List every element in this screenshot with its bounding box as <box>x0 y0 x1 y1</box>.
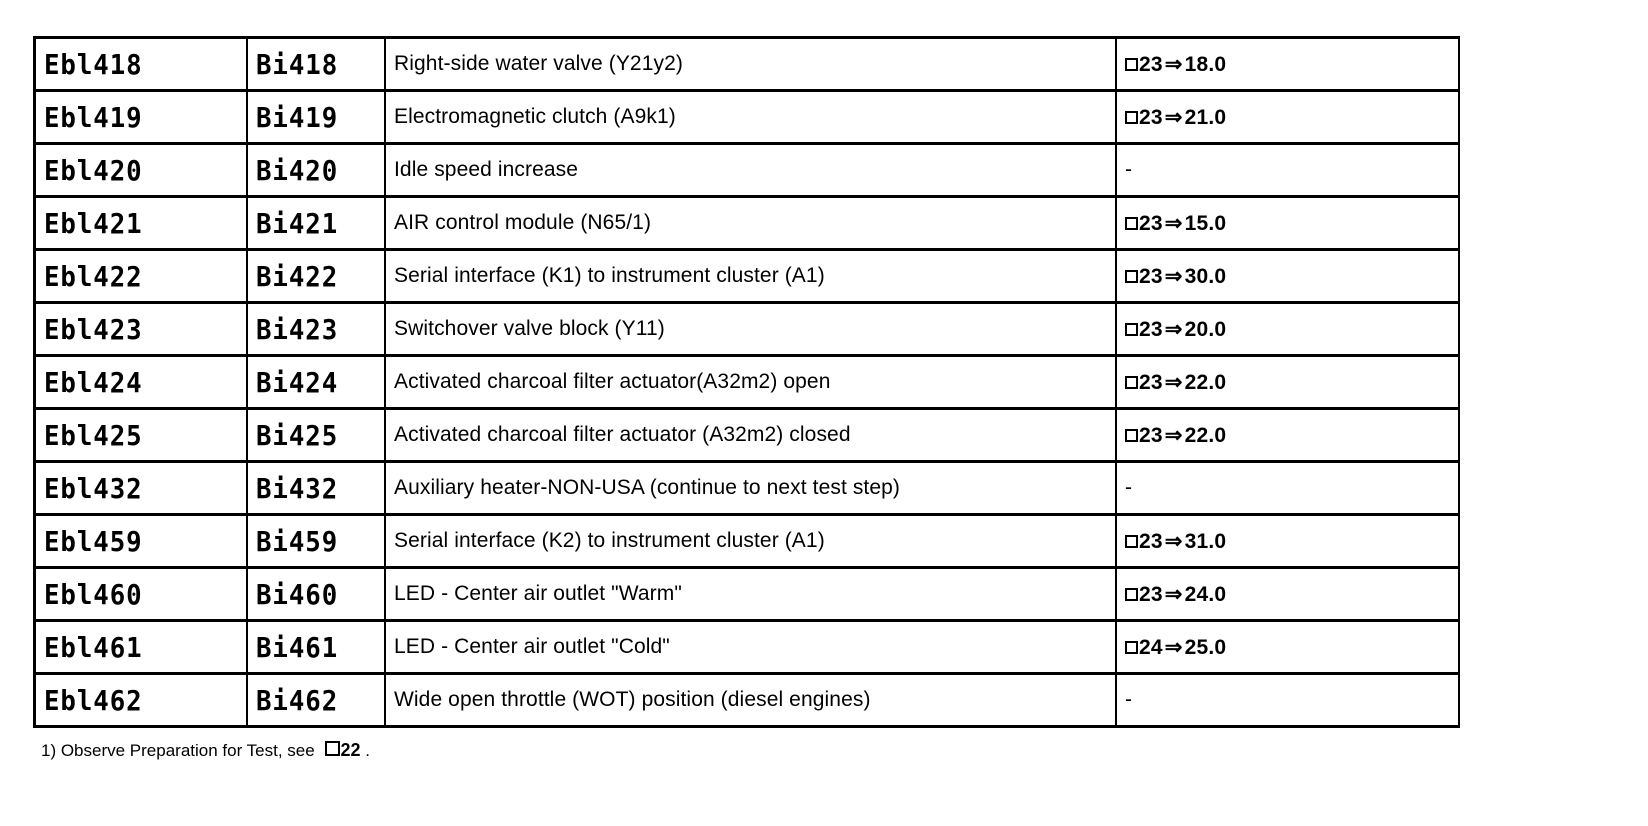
page-ref-box-icon <box>1125 641 1138 654</box>
code2-value: Bi420 <box>256 153 339 187</box>
description-cell <box>385 409 1116 462</box>
table-row <box>35 356 1460 409</box>
code2-value: Bi423 <box>256 312 339 346</box>
ref-value: 25.0 <box>1184 635 1227 659</box>
description-cell <box>385 144 1116 197</box>
table-row <box>35 91 1460 144</box>
code2-value: Bi461 <box>256 630 339 664</box>
description-text: LED - Center air outlet "Warm" <box>394 582 682 605</box>
ref-page: 23 <box>1139 211 1163 235</box>
reference-cell <box>1116 91 1459 144</box>
ref-page: 23 <box>1139 105 1163 129</box>
code2-value: Bi419 <box>256 100 339 134</box>
page-reference-link[interactable] <box>1125 318 1226 341</box>
arrow-right-icon: ⇒ <box>1164 423 1183 447</box>
ref-value: 20.0 <box>1184 317 1227 341</box>
code2-cell <box>247 462 385 515</box>
code1-value: Ebl459 <box>44 524 143 558</box>
reference-cell <box>1116 38 1459 91</box>
description-text: Wide open throttle (WOT) position (diesel engines) <box>394 688 871 711</box>
code1-cell <box>35 144 248 197</box>
code2-cell <box>247 197 385 250</box>
table-row <box>35 409 1460 462</box>
code2-cell <box>247 250 385 303</box>
footnote-suffix: . <box>360 741 370 760</box>
reference-cell <box>1116 144 1459 197</box>
table-row <box>35 674 1460 727</box>
code2-cell <box>247 38 385 91</box>
no-reference: - <box>1125 476 1132 499</box>
table-row <box>35 568 1460 621</box>
code1-cell <box>35 621 248 674</box>
table-row <box>35 144 1460 197</box>
table-body <box>35 38 1460 727</box>
code2-cell <box>247 515 385 568</box>
reference-cell <box>1116 568 1459 621</box>
page-ref-box-icon <box>1125 58 1138 71</box>
code1-value: Ebl432 <box>44 471 143 505</box>
reference-cell <box>1116 462 1459 515</box>
arrow-right-icon: ⇒ <box>1164 370 1183 394</box>
reference-cell <box>1116 674 1459 727</box>
page-ref-box-icon <box>1125 270 1138 283</box>
description-cell <box>385 38 1116 91</box>
arrow-right-icon: ⇒ <box>1164 211 1183 235</box>
code1-value: Ebl421 <box>44 206 143 240</box>
footnote <box>41 740 370 761</box>
description-cell <box>385 621 1116 674</box>
page-reference-link[interactable] <box>1125 106 1226 129</box>
arrow-right-icon: ⇒ <box>1164 52 1183 76</box>
description-cell <box>385 356 1116 409</box>
page-reference-link[interactable] <box>1125 583 1226 606</box>
arrow-right-icon: ⇒ <box>1164 582 1183 606</box>
code2-cell <box>247 674 385 727</box>
code2-value: Bi418 <box>256 47 339 81</box>
ref-page: 23 <box>1139 264 1163 288</box>
code1-value: Ebl423 <box>44 312 143 346</box>
code1-cell <box>35 462 248 515</box>
ref-value: 22.0 <box>1184 370 1227 394</box>
code2-cell <box>247 621 385 674</box>
page-ref-box-icon <box>1125 588 1138 601</box>
arrow-right-icon: ⇒ <box>1164 264 1183 288</box>
code2-value: Bi424 <box>256 365 339 399</box>
page-ref-box-icon <box>1125 217 1138 230</box>
page-ref-box-icon <box>1125 323 1138 336</box>
ref-page: 23 <box>1139 52 1163 76</box>
no-reference: - <box>1125 688 1132 711</box>
table-row <box>35 303 1460 356</box>
code2-cell <box>247 303 385 356</box>
ref-page: 23 <box>1139 529 1163 553</box>
reference-cell <box>1116 356 1459 409</box>
page-ref-box-icon <box>325 741 340 756</box>
reference-cell <box>1116 515 1459 568</box>
code2-value: Bi422 <box>256 259 339 293</box>
description-text: Serial interface (K1) to instrument cluster (A1) <box>394 264 825 287</box>
code1-value: Ebl422 <box>44 259 143 293</box>
code1-cell <box>35 197 248 250</box>
code1-value: Ebl425 <box>44 418 143 452</box>
code1-value: Ebl419 <box>44 100 143 134</box>
page-ref-box-icon <box>1125 535 1138 548</box>
table-row <box>35 250 1460 303</box>
code2-cell <box>247 144 385 197</box>
code1-cell <box>35 674 248 727</box>
code1-cell <box>35 568 248 621</box>
description-text: Serial interface (K2) to instrument cluster (A1) <box>394 529 825 552</box>
description-text: LED - Center air outlet "Cold" <box>394 635 670 658</box>
page-reference-link[interactable] <box>1125 530 1226 553</box>
table-row <box>35 38 1460 91</box>
footnote-ref-page[interactable]: 22 <box>340 740 361 760</box>
code1-value: Ebl461 <box>44 630 143 664</box>
code2-value: Bi421 <box>256 206 339 240</box>
ref-page: 23 <box>1139 582 1163 606</box>
code2-cell <box>247 409 385 462</box>
footnote-text: 1) Observe Preparation for Test, see <box>41 741 320 760</box>
page-reference-link[interactable] <box>1125 53 1226 76</box>
code2-value: Bi432 <box>256 471 339 505</box>
code1-cell <box>35 91 248 144</box>
description-text: Electromagnetic clutch (A9k1) <box>394 105 676 128</box>
description-cell <box>385 197 1116 250</box>
code1-cell <box>35 250 248 303</box>
page-ref-box-icon <box>1125 111 1138 124</box>
table-row <box>35 462 1460 515</box>
code1-cell <box>35 409 248 462</box>
ref-page: 23 <box>1139 370 1163 394</box>
description-text: Auxiliary heater-NON-USA (continue to next test step) <box>394 476 901 499</box>
code2-value: Bi462 <box>256 683 339 717</box>
table-row <box>35 621 1460 674</box>
code2-cell <box>247 356 385 409</box>
ref-value: 31.0 <box>1184 529 1227 553</box>
page-ref-box-icon <box>1125 429 1138 442</box>
arrow-right-icon: ⇒ <box>1164 105 1183 129</box>
table-row <box>35 197 1460 250</box>
code1-cell <box>35 356 248 409</box>
code2-value: Bi460 <box>256 577 339 611</box>
reference-cell <box>1116 621 1459 674</box>
code1-value: Ebl424 <box>44 365 143 399</box>
code1-value: Ebl418 <box>44 47 143 81</box>
page-reference-link[interactable] <box>1125 424 1226 447</box>
description-text: Activated charcoal filter actuator (A32m2) closed <box>394 423 851 446</box>
ref-value: 24.0 <box>1184 582 1227 606</box>
ref-page: 23 <box>1139 423 1163 447</box>
description-text: Activated charcoal filter actuator(A32m2) open <box>394 370 831 393</box>
description-text: Right-side water valve (Y21y2) <box>394 52 683 75</box>
code2-value: Bi459 <box>256 524 339 558</box>
ref-value: 18.0 <box>1184 52 1227 76</box>
page-reference-link[interactable] <box>1125 636 1226 659</box>
ref-value: 30.0 <box>1184 264 1227 288</box>
code1-cell <box>35 515 248 568</box>
description-text: Switchover valve block (Y11) <box>394 317 665 340</box>
description-cell <box>385 462 1116 515</box>
code1-cell <box>35 38 248 91</box>
page-reference-link[interactable] <box>1125 265 1226 288</box>
ref-value: 22.0 <box>1184 423 1227 447</box>
arrow-right-icon: ⇒ <box>1164 635 1183 659</box>
code1-value: Ebl462 <box>44 683 143 717</box>
page-reference-link[interactable] <box>1125 371 1226 394</box>
code2-cell <box>247 91 385 144</box>
reference-cell <box>1116 250 1459 303</box>
arrow-right-icon: ⇒ <box>1164 529 1183 553</box>
description-cell <box>385 515 1116 568</box>
page-reference-link[interactable] <box>1125 212 1226 235</box>
arrow-right-icon: ⇒ <box>1164 317 1183 341</box>
description-cell <box>385 674 1116 727</box>
reference-cell <box>1116 409 1459 462</box>
no-reference: - <box>1125 158 1132 181</box>
ref-page: 23 <box>1139 317 1163 341</box>
ref-value: 15.0 <box>1184 211 1227 235</box>
ref-page: 24 <box>1139 635 1163 659</box>
description-cell <box>385 568 1116 621</box>
reference-cell <box>1116 303 1459 356</box>
test-step-table <box>33 36 1460 728</box>
code2-cell <box>247 568 385 621</box>
description-text: AIR control module (N65/1) <box>394 211 652 234</box>
ref-value: 21.0 <box>1184 105 1227 129</box>
code1-cell <box>35 303 248 356</box>
code1-value: Ebl420 <box>44 153 143 187</box>
page-ref-box-icon <box>1125 376 1138 389</box>
code1-value: Ebl460 <box>44 577 143 611</box>
description-cell <box>385 250 1116 303</box>
code2-value: Bi425 <box>256 418 339 452</box>
description-cell <box>385 91 1116 144</box>
description-cell <box>385 303 1116 356</box>
reference-cell <box>1116 197 1459 250</box>
table-row <box>35 515 1460 568</box>
description-text: Idle speed increase <box>394 158 579 181</box>
